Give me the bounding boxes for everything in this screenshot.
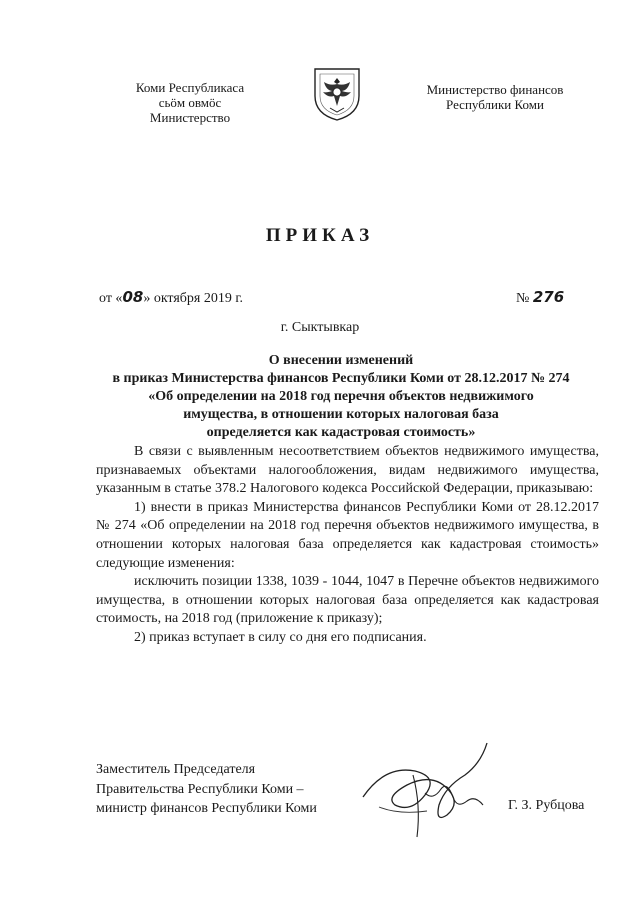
paragraph: исключить позиции 1338, 1039 - 1044, 1047 в Перечне объектов недвижимого имущества, в отношении которых налоговая база определяется как кадастровая стоимость, на 2018 год (приложение к приказу); xyxy=(96,574,599,627)
number-label: № xyxy=(516,291,530,306)
header-left-line: Министерство xyxy=(149,110,231,125)
document-title: ПРИКАЗ xyxy=(265,225,375,246)
signatory-position xyxy=(96,760,317,819)
date-day-handwritten: 08 xyxy=(122,288,144,306)
subject-line: О внесении изменений xyxy=(268,353,414,368)
order-subject xyxy=(96,352,586,442)
subject-line: имущества, в отношении которых налоговая база xyxy=(183,407,499,422)
order-date xyxy=(99,288,243,307)
paragraph: 2) приказ вступает в силу со дня его подписания. xyxy=(134,629,427,645)
header-right-line: Республики Коми xyxy=(446,97,544,112)
order-body xyxy=(96,443,599,648)
position-line: Заместитель Председателя xyxy=(96,762,256,777)
header-left-line: сьӧм овмӧс xyxy=(158,95,222,110)
order-number xyxy=(516,288,564,307)
city: г. Сыктывкар xyxy=(280,320,360,335)
date-prefix: от « xyxy=(99,291,123,306)
header-left-line: Коми Республикаса xyxy=(135,80,245,95)
subject-line: в приказ Министерства финансов Республики Коми от 28.12.2017 № 274 xyxy=(112,371,570,386)
handwritten-signature xyxy=(355,735,495,845)
signatory-name: Г. З. Рубцова xyxy=(508,798,585,813)
number-value-handwritten: 276 xyxy=(532,288,565,306)
header-right-line: Министерство финансов xyxy=(426,82,564,97)
position-line: министр финансов Республики Коми xyxy=(96,801,317,816)
coat-of-arms-icon xyxy=(312,66,362,122)
paragraph: В связи с выявленным несоответствием объектов недвижимого имущества, признаваемых объектами налогообложения, видам недвижимого имущества, указанным в статье 378.2 Налогового кодекса Российской Федерации, приказываю: xyxy=(96,444,599,497)
header-left-komi xyxy=(110,80,270,125)
position-line: Правительства Республики Коми – xyxy=(96,781,304,797)
header-right-ministry xyxy=(410,82,580,112)
subject-line: определяется как кадастровая стоимость» xyxy=(206,425,476,440)
date-suffix: » октября 2019 г. xyxy=(143,291,244,306)
subject-line: «Об определении на 2018 год перечня объектов недвижимого xyxy=(148,389,534,404)
paragraph: 1) внести в приказ Министерства финансов Республики Коми от 28.12.2017 № 274 «Об определении на 2018 год перечня объектов недвижимого имущества, в отношении которых налоговая база определяется как кадастровая стоимость» следующие изменения: xyxy=(96,499,599,571)
